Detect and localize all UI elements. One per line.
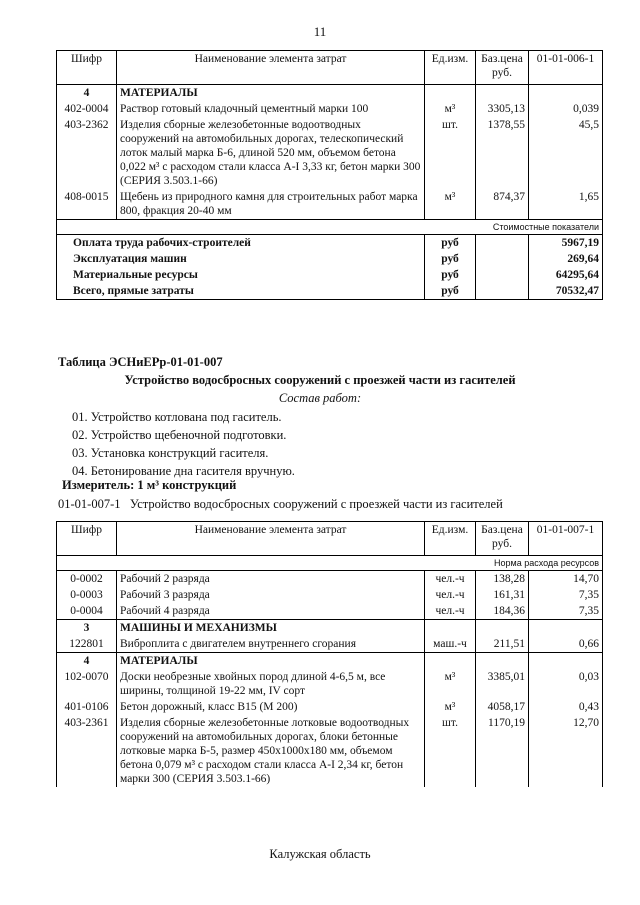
row-quantity: 0,43	[529, 699, 603, 715]
header-unit: Ед.изм.	[425, 522, 476, 556]
summary-unit: руб	[425, 283, 476, 300]
row-name: Рабочий 2 разряда	[117, 571, 425, 588]
table-title: Таблица ЭСНиЕРр-01-01-007	[58, 355, 223, 369]
table-row	[57, 669, 603, 699]
work-item: 01. Устройство котлована под гаситель.	[72, 410, 282, 424]
row-name: Рабочий 3 разряда	[117, 587, 425, 603]
row-unit: чел.-ч	[425, 603, 476, 620]
summary-empty	[476, 267, 529, 283]
row-price: 1378,55	[476, 117, 529, 189]
table-row	[57, 189, 603, 220]
header-name: Наименование элемента затрат	[117, 522, 425, 556]
row-name: Рабочий 4 разряда	[117, 603, 425, 620]
section-title: МАШИНЫ И МЕХАНИЗМЫ	[117, 620, 425, 637]
row-quantity: 7,35	[529, 603, 603, 620]
row-unit: м³	[425, 189, 476, 220]
row-code: 102-0070	[57, 669, 117, 699]
summary-label: Материальные ресурсы	[57, 267, 425, 283]
row-code: 403-2361	[57, 715, 117, 787]
section-title: МАТЕРИАЛЫ	[117, 85, 425, 102]
summary-empty	[476, 251, 529, 267]
summary-empty	[476, 283, 529, 300]
row-unit: м³	[425, 101, 476, 117]
row-price: 4058,17	[476, 699, 529, 715]
row-price: 138,28	[476, 571, 529, 588]
row-quantity: 7,35	[529, 587, 603, 603]
header-norm-code: 01-01-006-1	[529, 51, 603, 85]
section-code: 4	[57, 85, 117, 102]
composition-label: Состав работ:	[278, 391, 362, 405]
row-name: Щебень из природного камня для строительных работ марка 800, фракция 20-40 мм	[117, 189, 425, 220]
row-name: Изделия сборные железобетонные водоотводных сооружений на автомобильных дорогах, телескопический лоток малый марка Б-6, длиной 520 мм, объемом бетона 0,022 м³ с расходом стали класса А-I 3,33 кг, бетон марки 300 (СЕРИЯ 3.503.1-66)	[117, 117, 425, 189]
row-name: Виброплита с двигателем внутреннего сгорания	[117, 636, 425, 653]
table-row	[57, 715, 603, 787]
row-code: 402-0004	[57, 101, 117, 117]
row-price: 161,31	[476, 587, 529, 603]
row-price: 211,51	[476, 636, 529, 653]
row-code: 0-0002	[57, 571, 117, 588]
row-price: 3385,01	[476, 669, 529, 699]
header-code: Шифр	[57, 522, 117, 556]
row-quantity: 0,03	[529, 669, 603, 699]
row-code: 0-0003	[57, 587, 117, 603]
row-price: 3305,13	[476, 101, 529, 117]
row-code: 122801	[57, 636, 117, 653]
section-code: 3	[57, 620, 117, 637]
row-name: Доски необрезные хвойных пород длиной 4-6,5 м, все ширины, толщиной 19-22 мм, IV сорт	[117, 669, 425, 699]
section-code: 4	[57, 653, 117, 670]
summary-row	[57, 267, 603, 283]
summary-value: 70532,47	[529, 283, 603, 300]
row-quantity: 12,70	[529, 715, 603, 787]
summary-label: Оплата труда рабочих-строителей	[57, 235, 425, 252]
summary-row	[57, 283, 603, 300]
work-item: 04. Бетонирование дна гасителя вручную.	[72, 464, 295, 478]
row-unit: м³	[425, 669, 476, 699]
norm-code-line: 01-01-007-1 Устройство водосбросных сооружений с проезжей части из гасителей	[58, 497, 503, 511]
table-row	[57, 587, 603, 603]
summary-row	[57, 235, 603, 252]
summary-row	[57, 251, 603, 267]
header-code: Шифр	[57, 51, 117, 85]
summary-value: 269,64	[529, 251, 603, 267]
table-row	[57, 699, 603, 715]
row-name: Изделия сборные железобетонные лотковые водоотводных сооружений на автомобильных дорогах, блоки бетонные лотковые марка Б-5, размер 450x1000x180 мм, объемом бетона 0,079 м³ с расходом стали класса А-I 2,34 кг, бетон марки 300 (СЕРИЯ 3.503.1-66)	[117, 715, 425, 787]
table-row	[57, 571, 603, 588]
row-quantity: 45,5	[529, 117, 603, 189]
footer-region: Калужская область	[269, 847, 371, 861]
row-price: 184,36	[476, 603, 529, 620]
row-price: 1170,19	[476, 715, 529, 787]
row-unit: чел.-ч	[425, 587, 476, 603]
summary-value: 5967,19	[529, 235, 603, 252]
section-title: МАТЕРИАЛЫ	[117, 653, 425, 670]
summary-value: 64295,64	[529, 267, 603, 283]
header-name: Наименование элемента затрат	[117, 51, 425, 85]
header-price: Баз.цена руб.	[476, 51, 529, 85]
work-item: 03. Установка конструкций гасителя.	[72, 446, 269, 460]
summary-label: Всего, прямые затраты	[57, 283, 425, 300]
row-code: 408-0015	[57, 189, 117, 220]
resource-table-01-01-006-1	[56, 50, 603, 300]
row-unit: шт.	[425, 117, 476, 189]
table-row	[57, 636, 603, 653]
table-heading: Устройство водосбросных сооружений с проезжей части из гасителей	[124, 373, 516, 387]
row-quantity: 0,66	[529, 636, 603, 653]
row-code: 0-0004	[57, 603, 117, 620]
row-code: 401-0106	[57, 699, 117, 715]
row-unit: маш.-ч	[425, 636, 476, 653]
row-unit: м³	[425, 699, 476, 715]
summary-label: Эксплуатация машин	[57, 251, 425, 267]
row-quantity: 14,70	[529, 571, 603, 588]
norm-header: Норма расхода ресурсов	[57, 556, 603, 571]
summary-unit: руб	[425, 235, 476, 252]
measurer: Измеритель: 1 м³ конструкций	[62, 478, 237, 492]
resource-table-01-01-007-1	[56, 521, 603, 787]
summary-unit: руб	[425, 267, 476, 283]
summary-empty	[476, 235, 529, 252]
row-name: Раствор готовый кладочный цементный марки 100	[117, 101, 425, 117]
header-price: Баз.цена руб.	[476, 522, 529, 556]
row-quantity: 0,039	[529, 101, 603, 117]
row-unit: шт.	[425, 715, 476, 787]
table-row	[57, 117, 603, 189]
cost-indicators-header: Стоимостные показатели	[57, 220, 603, 235]
header-unit: Ед.изм.	[425, 51, 476, 85]
row-code: 403-2362	[57, 117, 117, 189]
row-price: 874,37	[476, 189, 529, 220]
summary-unit: руб	[425, 251, 476, 267]
row-name: Бетон дорожный, класс В15 (М 200)	[117, 699, 425, 715]
row-quantity: 1,65	[529, 189, 603, 220]
table-row	[57, 603, 603, 620]
work-item: 02. Устройство щебеночной подготовки.	[72, 428, 287, 442]
page-number: 11	[313, 24, 327, 39]
table-row	[57, 101, 603, 117]
row-unit: чел.-ч	[425, 571, 476, 588]
header-norm-code: 01-01-007-1	[529, 522, 603, 556]
